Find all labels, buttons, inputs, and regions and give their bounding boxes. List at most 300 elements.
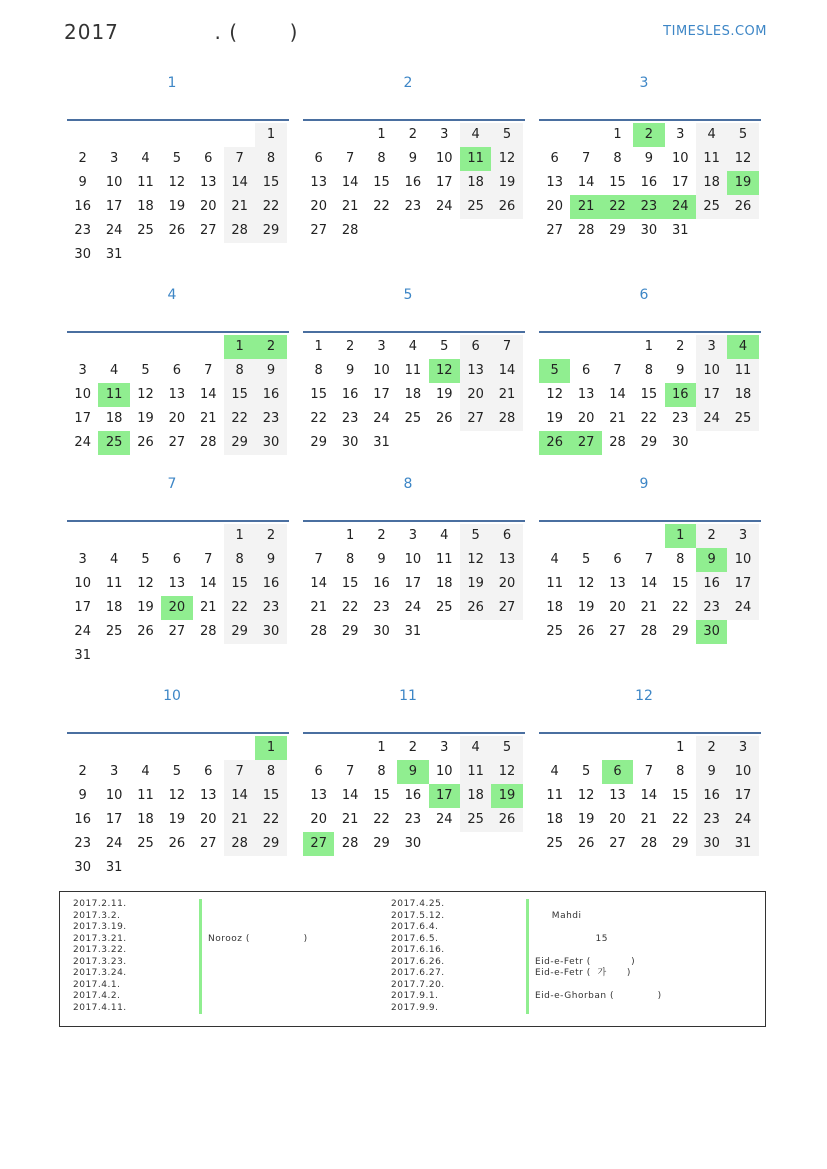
day-cell[interactable]: 18 [460, 171, 491, 195]
day-cell[interactable]: 8 [255, 760, 286, 784]
day-cell[interactable]: 27 [199, 223, 217, 238]
day-cell[interactable]: 27 [168, 435, 186, 450]
day-cell[interactable]: 12 [577, 788, 595, 803]
day-cell[interactable]: 15 [341, 576, 359, 591]
day-cell[interactable]: 7 [204, 363, 213, 378]
day-cell[interactable]: 26 [168, 223, 186, 238]
day-cell[interactable]: 12 [460, 548, 491, 572]
day-cell[interactable]: 13 [310, 175, 327, 190]
day-cell[interactable]: 15 [671, 576, 689, 591]
day-cell[interactable]: 2 [676, 339, 685, 354]
day-cell[interactable]: 12 [429, 359, 460, 383]
day-cell[interactable]: 22 [373, 812, 390, 827]
day-cell[interactable]: 8 [255, 147, 286, 171]
day-cell[interactable]: 15 [373, 788, 390, 803]
day-cell[interactable]: 23 [404, 199, 422, 214]
day-cell[interactable]: 14 [609, 387, 626, 402]
day-cell[interactable]: 22 [671, 812, 689, 827]
day-cell[interactable]: 16 [255, 572, 286, 596]
day-cell[interactable]: 29 [671, 624, 689, 639]
day-cell[interactable]: 13 [460, 359, 491, 383]
day-cell[interactable]: 24 [696, 407, 727, 431]
day-cell[interactable]: 17 [435, 175, 453, 190]
day-cell[interactable]: 16 [341, 387, 359, 402]
day-cell[interactable]: 15 [310, 387, 327, 402]
day-cell[interactable]: 23 [74, 223, 91, 238]
day-cell[interactable]: 11 [546, 576, 563, 591]
day-cell[interactable]: 30 [671, 435, 689, 450]
day-cell[interactable]: 21 [570, 195, 601, 219]
day-cell[interactable]: 4 [460, 736, 491, 760]
day-cell[interactable]: 5 [141, 363, 150, 378]
day-cell[interactable]: 23 [255, 596, 286, 620]
day-cell[interactable]: 13 [609, 788, 626, 803]
day-cell[interactable]: 24 [105, 836, 123, 851]
day-cell[interactable]: 7 [491, 335, 522, 359]
day-cell[interactable]: 8 [613, 151, 622, 166]
day-cell[interactable]: 13 [199, 788, 217, 803]
day-cell[interactable]: 3 [377, 339, 386, 354]
day-cell[interactable]: 29 [224, 431, 255, 455]
day-cell[interactable]: 26 [491, 808, 522, 832]
day-cell[interactable]: 27 [303, 832, 334, 856]
day-cell[interactable]: 29 [255, 832, 286, 856]
day-cell[interactable]: 25 [460, 808, 491, 832]
day-cell[interactable]: 26 [727, 195, 758, 219]
day-cell[interactable]: 5 [491, 123, 522, 147]
day-cell[interactable]: 28 [640, 624, 658, 639]
day-cell[interactable]: 7 [613, 363, 622, 378]
day-cell[interactable]: 14 [224, 784, 255, 808]
day-cell[interactable]: 20 [161, 596, 192, 620]
day-cell[interactable]: 11 [727, 359, 758, 383]
day-cell[interactable]: 13 [609, 576, 626, 591]
day-cell[interactable]: 14 [310, 576, 327, 591]
day-cell[interactable]: 11 [98, 383, 129, 407]
day-cell[interactable]: 21 [224, 808, 255, 832]
day-cell[interactable]: 3 [78, 363, 87, 378]
day-cell[interactable]: 1 [255, 736, 286, 760]
day-cell[interactable]: 16 [640, 175, 658, 190]
day-cell[interactable]: 26 [460, 596, 491, 620]
day-cell[interactable]: 2 [78, 764, 87, 779]
day-cell[interactable]: 16 [74, 812, 91, 827]
day-cell[interactable]: 23 [255, 407, 286, 431]
day-cell[interactable]: 6 [581, 363, 591, 378]
day-cell[interactable]: 11 [546, 788, 563, 803]
day-cell[interactable]: 6 [613, 552, 622, 567]
day-cell[interactable]: 3 [727, 736, 758, 760]
day-cell[interactable]: 10 [373, 363, 390, 378]
day-cell[interactable]: 18 [460, 784, 491, 808]
day-cell[interactable]: 12 [577, 576, 595, 591]
day-cell[interactable]: 28 [310, 624, 327, 639]
day-cell[interactable]: 22 [640, 411, 658, 426]
day-cell[interactable]: 15 [224, 383, 255, 407]
day-cell[interactable]: 2 [633, 123, 664, 147]
day-cell[interactable]: 3 [109, 764, 119, 779]
day-cell[interactable]: 24 [435, 812, 453, 827]
day-cell[interactable]: 31 [727, 832, 758, 856]
day-cell[interactable]: 13 [577, 387, 595, 402]
day-cell[interactable]: 28 [341, 836, 359, 851]
day-cell[interactable]: 25 [98, 431, 129, 455]
day-cell[interactable]: 17 [105, 199, 123, 214]
brand-logo-text[interactable]: TIMESLES.COM [663, 24, 767, 39]
day-cell[interactable]: 7 [224, 147, 255, 171]
day-cell[interactable]: 8 [345, 552, 355, 567]
day-cell[interactable]: 14 [577, 175, 595, 190]
day-cell[interactable]: 29 [341, 624, 359, 639]
day-cell[interactable]: 2 [345, 339, 355, 354]
day-cell[interactable]: 1 [224, 335, 255, 359]
day-cell[interactable]: 12 [491, 760, 522, 784]
day-cell[interactable]: 27 [199, 836, 217, 851]
day-cell[interactable]: 27 [609, 836, 626, 851]
day-cell[interactable]: 31 [671, 223, 689, 238]
day-cell[interactable]: 22 [224, 596, 255, 620]
day-cell[interactable]: 26 [577, 836, 595, 851]
day-cell[interactable]: 28 [609, 435, 626, 450]
day-cell[interactable]: 31 [373, 435, 390, 450]
day-cell[interactable]: 1 [377, 740, 386, 755]
day-cell[interactable]: 24 [727, 596, 758, 620]
day-cell[interactable]: 10 [696, 359, 727, 383]
day-cell[interactable]: 31 [74, 648, 91, 663]
day-cell[interactable]: 7 [204, 552, 213, 567]
day-cell[interactable]: 1 [255, 123, 286, 147]
day-cell[interactable]: 18 [435, 576, 453, 591]
day-cell[interactable]: 6 [460, 335, 491, 359]
day-cell[interactable]: 4 [727, 335, 758, 359]
day-cell[interactable]: 12 [137, 576, 154, 591]
day-cell[interactable]: 25 [727, 407, 758, 431]
day-cell[interactable]: 10 [671, 151, 689, 166]
day-cell[interactable]: 17 [404, 576, 422, 591]
day-cell[interactable]: 15 [255, 171, 286, 195]
day-cell[interactable]: 9 [696, 760, 727, 784]
day-cell[interactable]: 28 [491, 407, 522, 431]
day-cell[interactable]: 23 [633, 195, 664, 219]
day-cell[interactable]: 17 [429, 784, 460, 808]
day-cell[interactable]: 20 [491, 572, 522, 596]
day-cell[interactable]: 11 [404, 363, 422, 378]
day-cell[interactable]: 30 [341, 435, 359, 450]
day-cell[interactable]: 21 [640, 812, 658, 827]
day-cell[interactable]: 9 [676, 363, 685, 378]
day-cell[interactable]: 3 [676, 127, 685, 142]
day-cell[interactable]: 26 [491, 195, 522, 219]
day-cell[interactable]: 1 [345, 528, 355, 543]
day-cell[interactable]: 8 [676, 552, 685, 567]
day-cell[interactable]: 18 [105, 411, 123, 426]
day-cell[interactable]: 16 [696, 784, 727, 808]
day-cell[interactable]: 16 [255, 383, 286, 407]
day-cell[interactable]: 1 [644, 339, 653, 354]
day-cell[interactable]: 18 [546, 600, 563, 615]
day-cell[interactable]: 28 [341, 223, 359, 238]
day-cell[interactable]: 30 [696, 832, 727, 856]
day-cell[interactable]: 24 [435, 199, 453, 214]
day-cell[interactable]: 19 [546, 411, 563, 426]
day-cell[interactable]: 25 [460, 195, 491, 219]
day-cell[interactable]: 17 [727, 784, 758, 808]
day-cell[interactable]: 19 [491, 784, 522, 808]
day-cell[interactable]: 29 [609, 223, 626, 238]
day-cell[interactable]: 9 [377, 552, 386, 567]
day-cell[interactable]: 22 [255, 808, 286, 832]
day-cell[interactable]: 5 [581, 764, 591, 779]
day-cell[interactable]: 14 [491, 359, 522, 383]
day-cell[interactable]: 5 [539, 359, 570, 383]
day-cell[interactable]: 14 [341, 788, 359, 803]
day-cell[interactable]: 28 [224, 219, 255, 243]
day-cell[interactable]: 11 [460, 147, 491, 171]
day-cell[interactable]: 25 [404, 411, 422, 426]
day-cell[interactable]: 15 [255, 784, 286, 808]
day-cell[interactable]: 27 [310, 223, 327, 238]
day-cell[interactable]: 19 [137, 411, 154, 426]
day-cell[interactable]: 9 [345, 363, 355, 378]
day-cell[interactable]: 13 [168, 576, 186, 591]
day-cell[interactable]: 7 [345, 151, 355, 166]
day-cell[interactable]: 15 [373, 175, 390, 190]
day-cell[interactable]: 30 [74, 860, 91, 875]
day-cell[interactable]: 11 [696, 147, 727, 171]
day-cell[interactable]: 27 [609, 624, 626, 639]
day-cell[interactable]: 5 [581, 552, 591, 567]
day-cell[interactable]: 22 [255, 195, 286, 219]
day-cell[interactable]: 2 [408, 127, 417, 142]
day-cell[interactable]: 14 [640, 576, 658, 591]
day-cell[interactable]: 23 [696, 808, 727, 832]
day-cell[interactable]: 26 [137, 624, 154, 639]
day-cell[interactable]: 16 [373, 576, 390, 591]
day-cell[interactable]: 15 [224, 572, 255, 596]
day-cell[interactable]: 20 [199, 812, 217, 827]
day-cell[interactable]: 28 [640, 836, 658, 851]
day-cell[interactable]: 3 [440, 740, 449, 755]
day-cell[interactable]: 21 [199, 411, 217, 426]
day-cell[interactable]: 1 [613, 127, 622, 142]
day-cell[interactable]: 1 [665, 524, 696, 548]
day-cell[interactable]: 18 [727, 383, 758, 407]
day-cell[interactable]: 19 [168, 812, 186, 827]
day-cell[interactable]: 18 [137, 812, 154, 827]
day-cell[interactable]: 20 [310, 199, 327, 214]
day-cell[interactable]: 25 [546, 836, 563, 851]
day-cell[interactable]: 9 [696, 548, 727, 572]
day-cell[interactable]: 7 [224, 760, 255, 784]
day-cell[interactable]: 26 [577, 624, 595, 639]
day-cell[interactable]: 4 [460, 123, 491, 147]
day-cell[interactable]: 25 [137, 836, 154, 851]
day-cell[interactable]: 10 [727, 548, 758, 572]
day-cell[interactable]: 24 [105, 223, 123, 238]
day-cell[interactable]: 28 [199, 435, 217, 450]
day-cell[interactable]: 19 [491, 171, 522, 195]
day-cell[interactable]: 9 [255, 359, 286, 383]
day-cell[interactable]: 20 [199, 199, 217, 214]
day-cell[interactable]: 2 [696, 736, 727, 760]
day-cell[interactable]: 1 [377, 127, 386, 142]
day-cell[interactable]: 11 [105, 576, 123, 591]
day-cell[interactable]: 5 [172, 151, 181, 166]
day-cell[interactable]: 5 [491, 736, 522, 760]
day-cell[interactable]: 25 [696, 195, 727, 219]
day-cell[interactable]: 4 [109, 363, 119, 378]
day-cell[interactable]: 21 [310, 600, 327, 615]
day-cell[interactable]: 17 [671, 175, 689, 190]
day-cell[interactable]: 9 [78, 788, 87, 803]
day-cell[interactable]: 20 [310, 812, 327, 827]
day-cell[interactable]: 4 [550, 764, 559, 779]
day-cell[interactable]: 3 [78, 552, 87, 567]
day-cell[interactable]: 29 [255, 219, 286, 243]
day-cell[interactable]: 25 [435, 600, 453, 615]
day-cell[interactable]: 9 [78, 175, 87, 190]
day-cell[interactable]: 21 [640, 600, 658, 615]
day-cell[interactable]: 26 [539, 431, 570, 455]
day-cell[interactable]: 18 [696, 171, 727, 195]
day-cell[interactable]: 2 [255, 335, 286, 359]
day-cell[interactable]: 18 [404, 387, 422, 402]
day-cell[interactable]: 19 [577, 600, 595, 615]
day-cell[interactable]: 3 [440, 127, 449, 142]
day-cell[interactable]: 8 [224, 359, 255, 383]
day-cell[interactable]: 29 [310, 435, 327, 450]
day-cell[interactable]: 26 [435, 411, 453, 426]
day-cell[interactable]: 30 [74, 247, 91, 262]
day-cell[interactable]: 30 [255, 620, 286, 644]
day-cell[interactable]: 1 [676, 740, 685, 755]
day-cell[interactable]: 10 [435, 764, 453, 779]
day-cell[interactable]: 2 [78, 151, 87, 166]
day-cell[interactable]: 20 [546, 199, 563, 214]
day-cell[interactable]: 7 [644, 552, 653, 567]
day-cell[interactable]: 1 [224, 524, 255, 548]
day-cell[interactable]: 17 [74, 411, 91, 426]
day-cell[interactable]: 11 [460, 760, 491, 784]
day-cell[interactable]: 24 [74, 435, 91, 450]
day-cell[interactable]: 23 [373, 600, 390, 615]
day-cell[interactable]: 10 [727, 760, 758, 784]
day-cell[interactable]: 19 [577, 812, 595, 827]
day-cell[interactable]: 2 [408, 740, 417, 755]
day-cell[interactable]: 15 [671, 788, 689, 803]
day-cell[interactable]: 11 [137, 788, 154, 803]
day-cell[interactable]: 14 [341, 175, 359, 190]
day-cell[interactable]: 3 [109, 151, 119, 166]
day-cell[interactable]: 10 [74, 387, 91, 402]
day-cell[interactable]: 17 [105, 812, 123, 827]
day-cell[interactable]: 30 [404, 836, 422, 851]
day-cell[interactable]: 12 [168, 175, 186, 190]
day-cell[interactable]: 19 [168, 199, 186, 214]
day-cell[interactable]: 18 [137, 199, 154, 214]
day-cell[interactable]: 21 [199, 600, 217, 615]
day-cell[interactable]: 2 [377, 528, 386, 543]
day-cell[interactable]: 31 [404, 624, 422, 639]
day-cell[interactable]: 14 [640, 788, 658, 803]
day-cell[interactable]: 6 [204, 151, 213, 166]
day-cell[interactable]: 3 [696, 335, 727, 359]
day-cell[interactable]: 19 [460, 572, 491, 596]
day-cell[interactable]: 30 [640, 223, 658, 238]
day-cell[interactable]: 31 [105, 860, 123, 875]
day-cell[interactable]: 13 [310, 788, 327, 803]
day-cell[interactable]: 18 [105, 600, 123, 615]
day-cell[interactable]: 24 [404, 600, 422, 615]
day-cell[interactable]: 6 [172, 552, 181, 567]
day-cell[interactable]: 7 [314, 552, 323, 567]
day-cell[interactable]: 11 [435, 552, 453, 567]
day-cell[interactable]: 17 [696, 383, 727, 407]
day-cell[interactable]: 4 [408, 339, 417, 354]
day-cell[interactable]: 22 [310, 411, 327, 426]
day-cell[interactable]: 6 [602, 760, 633, 784]
day-cell[interactable]: 23 [404, 812, 422, 827]
day-cell[interactable]: 28 [199, 624, 217, 639]
day-cell[interactable]: 21 [341, 812, 359, 827]
day-cell[interactable]: 11 [137, 175, 154, 190]
day-cell[interactable]: 12 [546, 387, 563, 402]
day-cell[interactable]: 25 [546, 624, 563, 639]
day-cell[interactable]: 6 [314, 764, 323, 779]
day-cell[interactable]: 21 [341, 199, 359, 214]
day-cell[interactable]: 7 [644, 764, 653, 779]
day-cell[interactable]: 9 [255, 548, 286, 572]
day-cell[interactable]: 19 [137, 600, 154, 615]
day-cell[interactable]: 3 [727, 524, 758, 548]
day-cell[interactable]: 27 [168, 624, 186, 639]
day-cell[interactable]: 13 [546, 175, 563, 190]
day-cell[interactable]: 14 [199, 576, 217, 591]
day-cell[interactable]: 5 [141, 552, 150, 567]
day-cell[interactable]: 20 [609, 600, 626, 615]
day-cell[interactable]: 8 [377, 151, 386, 166]
day-cell[interactable]: 16 [74, 199, 91, 214]
day-cell[interactable]: 21 [491, 383, 522, 407]
day-cell[interactable]: 12 [727, 147, 758, 171]
day-cell[interactable]: 20 [577, 411, 595, 426]
day-cell[interactable]: 22 [671, 600, 689, 615]
day-cell[interactable]: 2 [255, 524, 286, 548]
day-cell[interactable]: 29 [640, 435, 658, 450]
day-cell[interactable]: 4 [141, 764, 150, 779]
day-cell[interactable]: 5 [440, 339, 449, 354]
day-cell[interactable]: 21 [609, 411, 626, 426]
day-cell[interactable]: 4 [109, 552, 119, 567]
day-cell[interactable]: 30 [255, 431, 286, 455]
day-cell[interactable]: 26 [168, 836, 186, 851]
day-cell[interactable]: 2 [696, 524, 727, 548]
day-cell[interactable]: 26 [137, 435, 154, 450]
day-cell[interactable]: 28 [224, 832, 255, 856]
day-cell[interactable]: 5 [727, 123, 758, 147]
day-cell[interactable]: 5 [172, 764, 181, 779]
day-cell[interactable]: 5 [460, 524, 491, 548]
day-cell[interactable]: 13 [199, 175, 217, 190]
day-cell[interactable]: 8 [314, 363, 323, 378]
day-cell[interactable]: 6 [204, 764, 213, 779]
day-cell[interactable]: 19 [435, 387, 453, 402]
day-cell[interactable]: 27 [460, 407, 491, 431]
day-cell[interactable]: 14 [224, 171, 255, 195]
day-cell[interactable]: 3 [408, 528, 417, 543]
day-cell[interactable]: 17 [74, 600, 91, 615]
day-cell[interactable]: 24 [74, 624, 91, 639]
